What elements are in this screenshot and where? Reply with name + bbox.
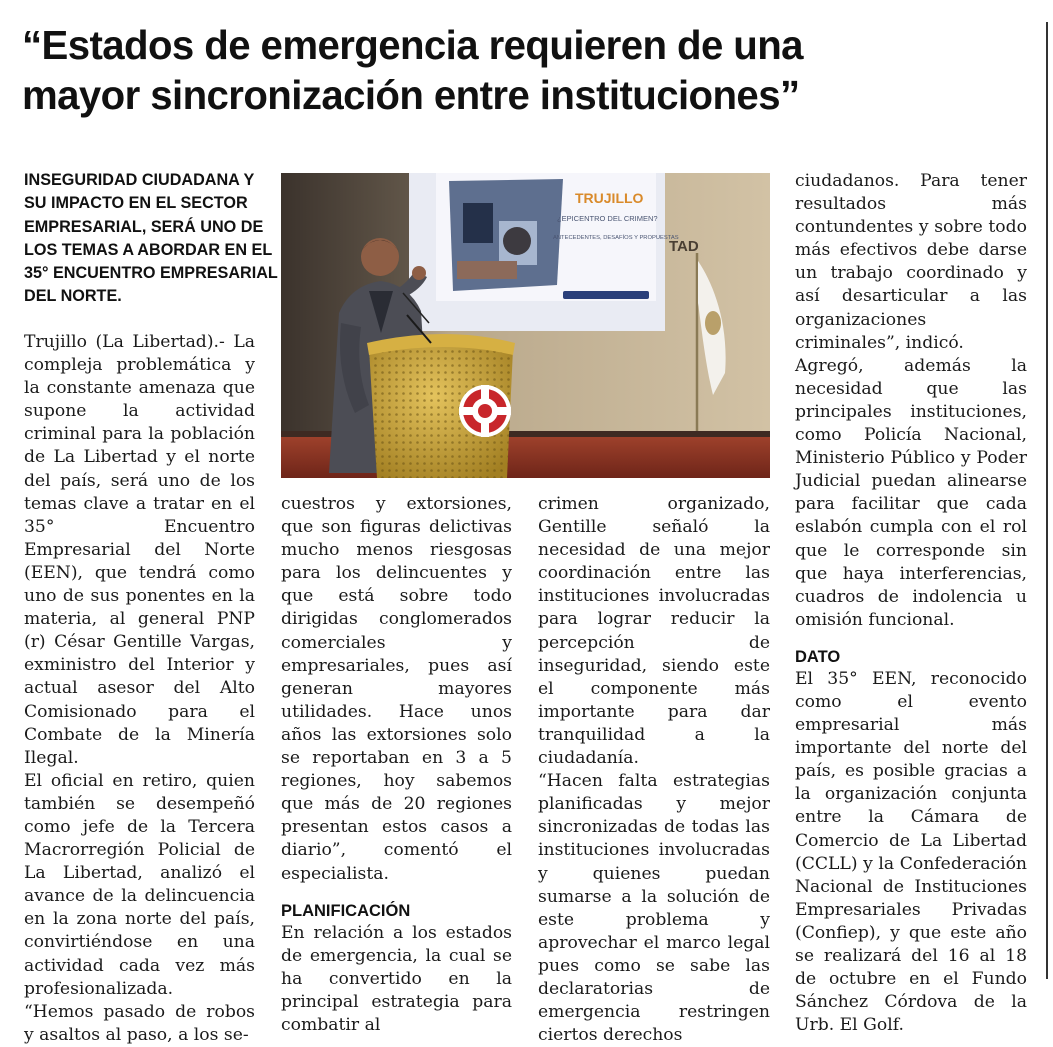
article-photo bbox=[281, 173, 770, 478]
slide-subtitle: ¿EPICENTRO DEL CRIMEN? bbox=[557, 214, 658, 223]
body-paragraph: cuestros y extorsiones, que son figuras delictivas mucho menos riesgosas para los delincuentes y que está sobre todo dirigidas conglomerados comerciales y empresariales, pues así generan mayores utilidades. Hace unos años las extorsiones solo se reportaban en 3 a 5 regiones, hoy sabemos que más de 20 regiones presentan estos casos a diario”, comentó el especialista. bbox=[281, 494, 512, 884]
body-paragraph: crimen organizado, Gentille señaló la necesidad de una mejor coordinación entre las instituciones involucradas para lograr reducir la percepción de inseguridad, siendo este el componente más importante para dar tranquilidad a la ciudadanía. bbox=[538, 494, 770, 769]
lead-line: DEL NORTE. bbox=[24, 287, 122, 306]
lead-line: SU IMPACTO EN EL SECTOR bbox=[24, 194, 248, 213]
column-1 bbox=[24, 331, 255, 1047]
headline-line-1: “Estados de emergencia requieren de una bbox=[22, 22, 803, 68]
article-lead bbox=[24, 169, 278, 309]
body-paragraph: ciudadanos. Para tener resultados más contundentes y sobre todo más efectivos debe darse un trabajo coordinado y así desarticular a las organizaciones criminales”, indicó. bbox=[795, 171, 1027, 353]
headline-line-2: mayor sincronización entre instituciones” bbox=[22, 72, 800, 118]
lead-line: INSEGURIDAD CIUDADANA Y bbox=[24, 171, 255, 189]
wall-lettering: TAD bbox=[669, 238, 699, 255]
lead-line: LOS TEMAS A ABORDAR EN EL bbox=[24, 240, 273, 259]
body-paragraph: En relación a los estados de emergencia, la cual se ha convertido en la principal estrategia para combatir al bbox=[281, 922, 512, 1035]
column-3 bbox=[538, 493, 770, 1047]
body-paragraph: “Hacen falta estrategias planificadas y mejor sincronizadas de todas las instituciones involucradas y quienes puedan sumarse a la solución de este problema y aprovechar el marco legal pues como se sabe las declaratorias de emergencia restringen ciertos derechos bbox=[538, 771, 770, 1046]
lead-line: 35° ENCUENTRO EMPRESARIAL bbox=[24, 264, 278, 283]
body-paragraph: El oficial en retiro, quien también se desempeñó como jefe de la Tercera Macrorregión Policial de La Libertad, analizó el avance de la delincuencia en la zona norte del país, convirtiéndose en una actividad cada vez más profesionalizada. bbox=[24, 770, 255, 999]
section-heading-dato: DATO bbox=[795, 647, 841, 666]
body-paragraph: El 35° EEN, reconocido como el evento empresarial más importante del norte del país, es posible gracias a la organización conjunta entre la Cámara de Comercio de La Libertad (CCLL) y la Confederación Nacional de Instituciones Empresariales Privadas (Confiep), y que este año se realizará del 16 al 18 de octubre en el Fundo Sánchez Córdova de la Urb. El Golf. bbox=[795, 668, 1027, 1036]
column-2 bbox=[281, 493, 512, 1037]
body-paragraph: “Hemos pasado de robos y asaltos al paso, a los se- bbox=[24, 1001, 255, 1045]
slide-footer-bar bbox=[563, 291, 649, 299]
page-edge-rule bbox=[1046, 22, 1048, 979]
section-heading-planificacion: PLANIFICACIÓN bbox=[281, 901, 411, 920]
body-paragraph: Agregó, además la necesidad que las principales instituciones, como Policía Nacional, Ministerio Público y Poder Judicial puedan alinearse para facilitar que cada eslabón cumpla con el rol que le corresponde sin que haya interferencias, cuadros de indolencia u omisión funcional. bbox=[795, 355, 1027, 630]
slide-body: ANTECEDENTES, DESAFÍOS Y PROPUESTAS bbox=[553, 235, 679, 241]
conference-speaker-photo bbox=[281, 173, 770, 478]
slide-title: TRUJILLO bbox=[575, 190, 644, 206]
lead-line: EMPRESARIAL, SERÁ UNO DE bbox=[24, 217, 264, 236]
podium-logo bbox=[459, 385, 511, 437]
column-4 bbox=[795, 170, 1027, 1037]
body-paragraph: Trujillo (La Libertad).- La compleja problemática y la constante amenaza que supone la actividad criminal para la población de La Libertad y el norte del país, será uno de los temas clave a tratar en el 35° Encuentro Empresarial del Norte (EEN), que tendrá como uno de sus ponentes en la materia, al general PNP (r) César Gentille Vargas, exministro del Interior y actual asesor del Alto Comisionado para el Combate de la Minería Ilegal. bbox=[24, 332, 255, 768]
article-headline bbox=[22, 20, 1022, 120]
